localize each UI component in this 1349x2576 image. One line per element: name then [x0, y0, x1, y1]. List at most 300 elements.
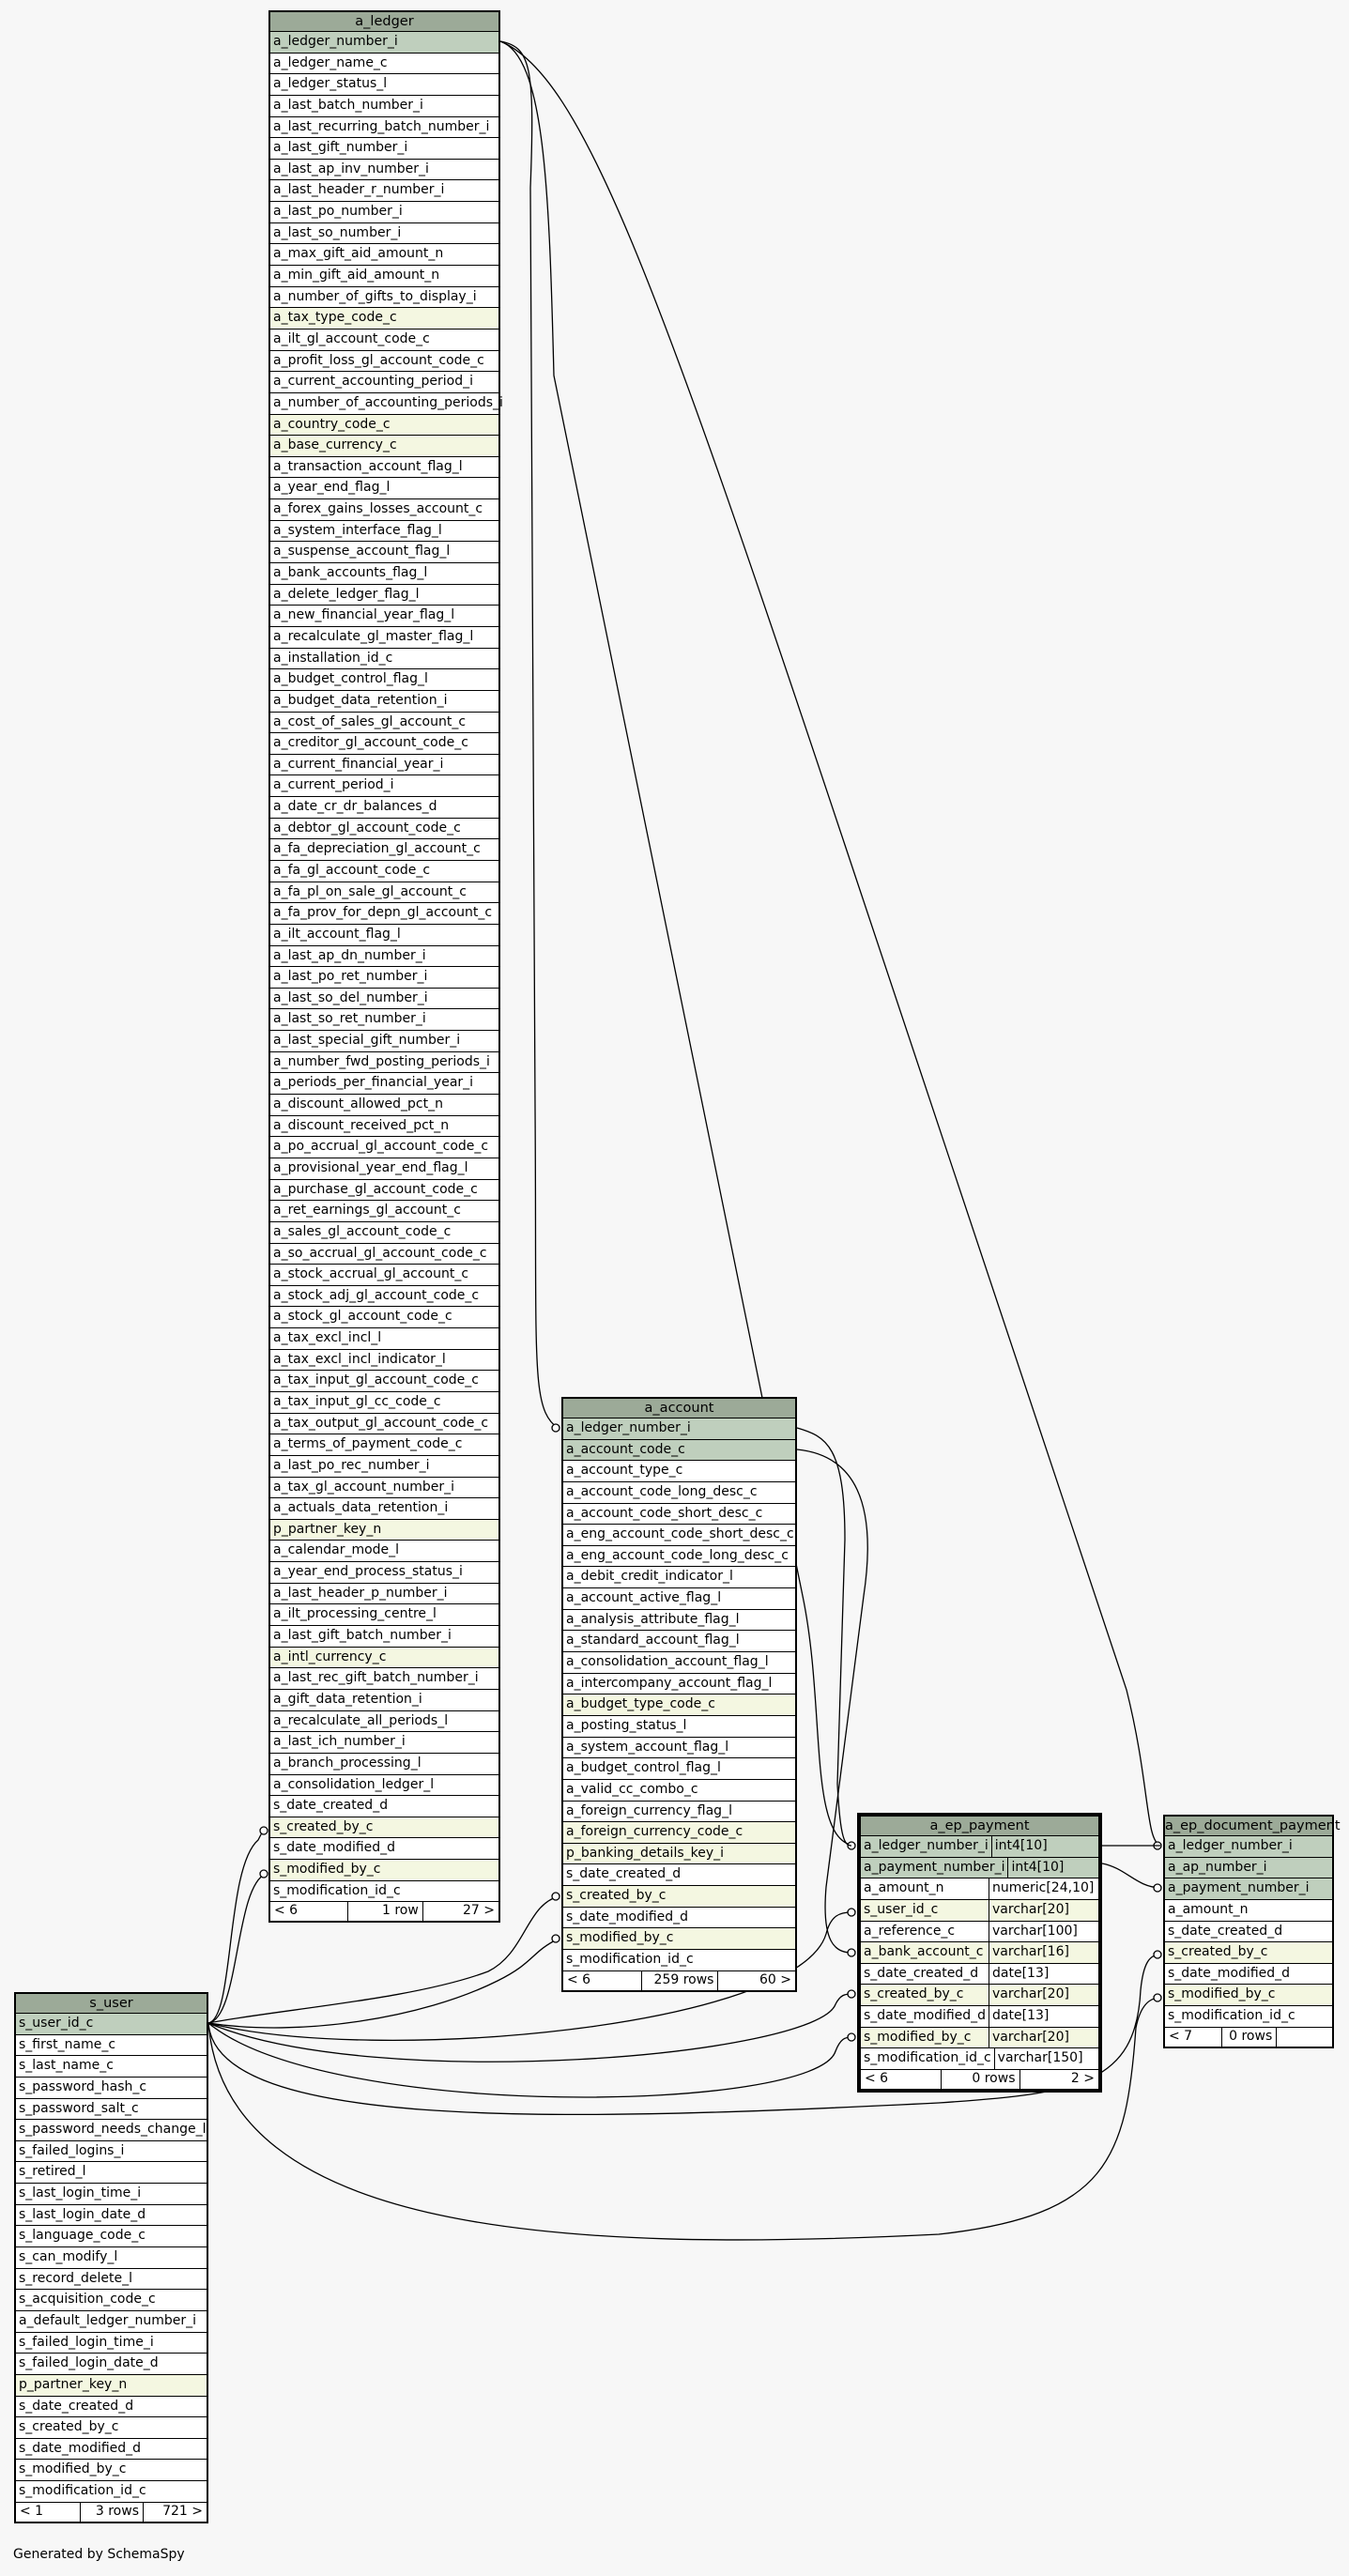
column-row[interactable]: [270, 244, 498, 266]
column-row[interactable]: [16, 2460, 207, 2481]
column-row[interactable]: [270, 499, 498, 521]
column-name: s_record_delete_l: [19, 2270, 133, 2286]
column-row[interactable]: [270, 1775, 498, 1797]
column-row[interactable]: [270, 1265, 498, 1286]
column-row[interactable]: [270, 1137, 498, 1158]
row-count: 3 rows: [81, 2503, 144, 2522]
column-row[interactable]: [270, 436, 498, 457]
column-row[interactable]: [270, 1286, 498, 1308]
column-row[interactable]: [270, 1456, 498, 1478]
column-row[interactable]: [270, 266, 498, 287]
column-name: s_modified_by_c: [566, 1930, 674, 1946]
column-row[interactable]: [1165, 1878, 1332, 1900]
column-row[interactable]: [270, 180, 498, 202]
column-name: s_modified_by_c: [1168, 1986, 1276, 2002]
column-row[interactable]: [270, 1541, 498, 1562]
child-count: [1277, 2028, 1332, 2047]
column-row[interactable]: [270, 287, 498, 309]
table-a-ep-payment[interactable]: [857, 1813, 1102, 2093]
column-row[interactable]: [270, 627, 498, 649]
column-name: a_last_ap_dn_number_i: [273, 947, 426, 963]
column-row[interactable]: [270, 1478, 498, 1499]
column-row[interactable]: [1165, 1900, 1332, 1922]
column-row[interactable]: [270, 308, 498, 330]
column-name: a_ilt_gl_account_code_c: [273, 330, 430, 346]
column-name: s_failed_login_time_i: [19, 2334, 154, 2350]
column-name: s_date_modified_d: [864, 2008, 987, 2024]
column-row[interactable]: [861, 1858, 1098, 1879]
edge-user-payment-created: [208, 1994, 851, 2062]
column-row[interactable]: [270, 755, 498, 776]
column-row[interactable]: [270, 839, 498, 861]
column-row[interactable]: [270, 1307, 498, 1328]
column-row[interactable]: [16, 2247, 207, 2269]
column-name: a_last_po_rec_number_i: [273, 1457, 430, 1473]
child-count: 2 >: [1070, 2071, 1095, 2087]
column-row[interactable]: [270, 1116, 498, 1138]
column-row[interactable]: [563, 1546, 795, 1568]
column-row[interactable]: [270, 1881, 498, 1903]
column-name: a_fa_prov_for_depn_gl_account_c: [273, 905, 493, 921]
relation-endpoint-icon: [552, 1424, 560, 1432]
column-name: a_ledger_number_i: [566, 1420, 691, 1435]
column-name: s_password_salt_c: [19, 2100, 139, 2116]
column-row[interactable]: [270, 1158, 498, 1180]
column-row[interactable]: [861, 1900, 1098, 1922]
column-name: a_last_header_r_number_i: [273, 182, 445, 198]
column-name: a_budget_data_retention_i: [273, 692, 448, 708]
column-name: s_modification_id_c: [1168, 2008, 1295, 2024]
column-row[interactable]: [563, 1694, 795, 1716]
column-name: a_valid_cc_combo_c: [566, 1781, 698, 1797]
column-name: a_purchase_gl_account_code_c: [273, 1181, 478, 1197]
column-row[interactable]: [861, 1922, 1098, 1943]
column-name: a_last_ich_number_i: [273, 1734, 406, 1750]
column-row[interactable]: [1165, 1942, 1332, 1964]
column-name: a_max_gift_aid_amount_n: [273, 246, 444, 262]
column-row[interactable]: [270, 1690, 498, 1711]
parent-count: < 6: [861, 2070, 942, 2089]
column-name: s_created_by_c: [273, 1818, 374, 1834]
relation-endpoint-icon: [848, 2033, 855, 2041]
column-row[interactable]: [16, 2226, 207, 2247]
column-name: s_user_id_c: [19, 2016, 94, 2031]
column-name: a_delete_ledger_flag_l: [273, 586, 420, 602]
relation-endpoint-icon: [552, 1893, 560, 1900]
column-row[interactable]: [563, 1461, 795, 1482]
column-name: a_last_batch_number_i: [273, 97, 423, 113]
column-row[interactable]: [270, 202, 498, 223]
column-name: s_date_created_d: [273, 1798, 389, 1814]
column-row[interactable]: [270, 223, 498, 245]
relation-endpoint-icon: [1154, 1994, 1161, 2001]
column-name: s_date_modified_d: [19, 2440, 142, 2456]
column-row[interactable]: [563, 1440, 795, 1462]
table-title[interactable]: a_ledger: [270, 12, 498, 32]
column-row[interactable]: [861, 2028, 1098, 2049]
column-row[interactable]: [16, 2141, 207, 2163]
column-row[interactable]: [270, 1095, 498, 1116]
column-row[interactable]: [16, 2354, 207, 2375]
column-name: a_intercompany_account_flag_l: [566, 1675, 773, 1691]
column-row[interactable]: [270, 1392, 498, 1414]
column-row[interactable]: [270, 330, 498, 351]
column-name: a_bank_account_c: [864, 1944, 984, 1960]
column-name: a_ledger_number_i: [273, 34, 398, 49]
row-count: 0 rows: [1222, 2028, 1278, 2047]
column-name: a_analysis_attribute_flag_l: [566, 1611, 740, 1627]
column-name: a_ledger_number_i: [1168, 1838, 1293, 1853]
table-a-account[interactable]: [561, 1397, 797, 1992]
column-row[interactable]: [563, 1567, 795, 1588]
column-name: s_failed_login_date_d: [19, 2355, 159, 2371]
column-row[interactable]: [270, 393, 503, 415]
column-row[interactable]: [270, 1009, 498, 1031]
column-name: a_eng_account_code_long_desc_c: [566, 1547, 789, 1563]
column-row[interactable]: [861, 1964, 1098, 1986]
column-type: int4[10]: [991, 1836, 1098, 1857]
column-name: a_current_accounting_period_i: [273, 374, 473, 390]
column-row[interactable]: [16, 2311, 207, 2333]
column-row[interactable]: [16, 2269, 207, 2291]
column-name: s_created_by_c: [19, 2419, 119, 2435]
column-row[interactable]: [270, 1584, 498, 1605]
column-name: a_consolidation_ledger_l: [273, 1776, 435, 1792]
relation-endpoint-icon: [260, 1870, 268, 1878]
column-name: a_so_accrual_gl_account_code_c: [273, 1245, 487, 1261]
column-row[interactable]: [270, 1668, 498, 1690]
column-row[interactable]: [16, 2439, 207, 2461]
column-name: a_discount_allowed_pct_n: [273, 1096, 443, 1112]
column-row[interactable]: [563, 1950, 795, 1971]
column-name: a_actuals_data_retention_i: [273, 1500, 449, 1516]
column-row[interactable]: [270, 585, 498, 606]
column-row[interactable]: [270, 96, 498, 117]
column-row[interactable]: [270, 606, 498, 627]
column-row[interactable]: [270, 669, 498, 691]
column-name: a_branch_processing_l: [273, 1755, 422, 1771]
column-row[interactable]: [1165, 1922, 1332, 1943]
column-row[interactable]: [1165, 2006, 1332, 2028]
column-name: a_fa_gl_account_code_c: [273, 862, 431, 878]
column-row[interactable]: [270, 713, 498, 734]
column-row[interactable]: [270, 1860, 498, 1881]
column-row[interactable]: [270, 138, 498, 160]
row-count: 259 rows: [642, 1971, 719, 1990]
column-type: varchar[20]: [989, 1985, 1098, 2005]
column-row[interactable]: [270, 1222, 498, 1244]
column-name: a_budget_control_flag_l: [273, 671, 428, 687]
column-name: s_acquisition_code_c: [19, 2292, 156, 2308]
column-name: a_date_cr_dr_balances_d: [273, 799, 437, 815]
column-row[interactable]: [270, 1244, 498, 1265]
column-row[interactable]: [16, 2014, 207, 2035]
column-row[interactable]: [270, 1604, 498, 1626]
column-row[interactable]: [270, 521, 498, 543]
column-row[interactable]: [563, 1674, 795, 1695]
table-s-user[interactable]: [14, 1992, 208, 2523]
column-row[interactable]: [270, 1498, 498, 1520]
relation-endpoint-icon: [260, 1827, 268, 1834]
column-row[interactable]: [16, 2417, 207, 2439]
column-row[interactable]: [270, 1817, 498, 1839]
column-row[interactable]: [563, 1504, 795, 1526]
column-row[interactable]: [270, 775, 498, 797]
column-row[interactable]: [1165, 1985, 1332, 2006]
column-name: a_transaction_account_flag_l: [273, 458, 463, 474]
table-title[interactable]: s_user: [16, 1994, 207, 2014]
column-type: varchar[150]: [994, 2048, 1098, 2069]
column-row[interactable]: [1165, 1964, 1332, 1986]
column-row[interactable]: [270, 542, 498, 563]
column-row[interactable]: [270, 1201, 498, 1222]
column-row[interactable]: [270, 32, 498, 54]
column-name: a_stock_gl_account_code_c: [273, 1309, 452, 1325]
column-row[interactable]: [270, 1180, 498, 1202]
column-row[interactable]: [16, 2205, 207, 2227]
column-name: a_debit_credit_indicator_l: [566, 1569, 733, 1585]
column-name: a_last_so_number_i: [273, 224, 402, 240]
column-name: p_partner_key_n: [273, 1521, 382, 1537]
column-row[interactable]: [270, 372, 498, 393]
column-type: varchar[20]: [989, 1900, 1098, 1921]
column-row[interactable]: [270, 563, 498, 585]
column-name: a_reference_c: [864, 1923, 956, 1939]
column-row[interactable]: [270, 797, 498, 819]
column-row[interactable]: [270, 861, 498, 882]
column-row[interactable]: [563, 1588, 795, 1610]
column-type: date[13]: [989, 2006, 1098, 2027]
column-row[interactable]: [270, 1371, 498, 1392]
column-row[interactable]: [1165, 1858, 1332, 1879]
column-name: s_last_login_date_d: [19, 2206, 146, 2222]
column-row[interactable]: [861, 1985, 1098, 2006]
column-name: a_last_recurring_batch_number_i: [273, 118, 490, 134]
column-name: a_tax_excl_incl_l: [273, 1330, 382, 1346]
column-row[interactable]: [270, 1073, 498, 1095]
column-row[interactable]: [270, 1414, 498, 1435]
column-name: a_last_ap_inv_number_i: [273, 161, 429, 176]
column-row[interactable]: [16, 2120, 207, 2141]
column-name: s_modified_by_c: [273, 1862, 381, 1878]
column-row[interactable]: [270, 1031, 498, 1052]
column-name: a_provisional_year_end_flag_l: [273, 1159, 468, 1175]
column-row[interactable]: [270, 415, 498, 437]
column-row[interactable]: [563, 1482, 795, 1504]
column-row[interactable]: [270, 882, 498, 904]
column-name: a_bank_accounts_flag_l: [273, 565, 428, 581]
column-name: a_discount_received_pct_n: [273, 1117, 450, 1133]
column-row[interactable]: [563, 1631, 795, 1652]
column-name: s_password_hash_c: [19, 2078, 147, 2094]
column-row[interactable]: [861, 2006, 1098, 2028]
relation-endpoint-icon: [552, 1935, 560, 1942]
column-name: a_recalculate_all_periods_l: [273, 1712, 449, 1728]
column-row[interactable]: [563, 1738, 795, 1759]
column-row[interactable]: [16, 2290, 207, 2311]
column-name: p_partner_key_n: [19, 2376, 128, 2392]
column-name: s_modified_by_c: [19, 2461, 127, 2477]
column-row[interactable]: [563, 1652, 795, 1674]
column-row[interactable]: [16, 2162, 207, 2184]
column-row[interactable]: [861, 1878, 1098, 1900]
column-row[interactable]: [563, 1418, 795, 1440]
column-row[interactable]: [270, 946, 498, 968]
column-row[interactable]: [563, 1758, 795, 1780]
column-name: a_foreign_currency_flag_l: [566, 1802, 732, 1818]
column-row[interactable]: [563, 1908, 795, 1929]
column-row[interactable]: [270, 1434, 498, 1456]
column-name: a_budget_type_code_c: [566, 1696, 715, 1712]
column-name: a_tax_type_code_c: [273, 310, 397, 326]
column-row[interactable]: [270, 1838, 498, 1860]
column-name: s_date_created_d: [566, 1866, 682, 1882]
column-row[interactable]: [270, 117, 498, 139]
column-row[interactable]: [270, 967, 498, 989]
column-name: a_calendar_mode_l: [273, 1542, 400, 1558]
column-name: s_failed_logins_i: [19, 2142, 125, 2158]
column-row[interactable]: [563, 1780, 795, 1802]
column-name: a_account_code_long_desc_c: [566, 1483, 758, 1499]
table-footer: [270, 1902, 498, 1921]
column-row[interactable]: [16, 2375, 207, 2397]
column-row[interactable]: [270, 74, 498, 96]
column-row[interactable]: [270, 1711, 498, 1733]
column-row[interactable]: [16, 2056, 207, 2078]
column-row[interactable]: [270, 160, 498, 181]
column-name: s_date_created_d: [1168, 1923, 1283, 1939]
column-row[interactable]: [16, 2099, 207, 2121]
column-row[interactable]: [270, 351, 498, 373]
column-name: a_tax_gl_account_number_i: [273, 1479, 455, 1495]
column-name: s_created_by_c: [864, 1986, 964, 2002]
column-name: a_po_accrual_gl_account_code_c: [273, 1139, 489, 1155]
column-name: a_last_special_gift_number_i: [273, 1033, 461, 1049]
column-name: a_eng_account_code_short_desc_c: [566, 1526, 794, 1542]
column-row[interactable]: [270, 478, 498, 499]
column-row[interactable]: [16, 2184, 207, 2205]
parent-count: < 7: [1165, 2028, 1222, 2047]
column-row[interactable]: [563, 1802, 795, 1823]
column-name: s_first_name_c: [19, 2036, 116, 2052]
column-name: a_current_period_i: [273, 777, 394, 793]
column-row[interactable]: [270, 733, 498, 755]
table-title[interactable]: a_ep_document_payment: [1165, 1817, 1332, 1836]
column-row[interactable]: [563, 1928, 795, 1950]
column-name: s_date_modified_d: [566, 1909, 689, 1924]
column-name: a_fa_pl_on_sale_gl_account_c: [273, 883, 467, 899]
column-name: a_stock_adj_gl_account_code_c: [273, 1287, 480, 1303]
column-row[interactable]: [270, 989, 498, 1010]
column-name: s_can_modify_l: [19, 2249, 118, 2265]
column-name: a_intl_currency_c: [273, 1648, 387, 1664]
column-row[interactable]: [16, 2481, 207, 2503]
relation-endpoint-icon: [1154, 1884, 1161, 1892]
column-name: s_modification_id_c: [864, 2050, 991, 2066]
column-name: a_last_rec_gift_batch_number_i: [273, 1670, 479, 1686]
column-row[interactable]: [270, 1350, 498, 1372]
column-row[interactable]: [563, 1716, 795, 1738]
column-row[interactable]: [563, 1844, 795, 1865]
row-count: 1 row: [348, 1902, 423, 1921]
column-name: s_modification_id_c: [19, 2483, 146, 2499]
column-row[interactable]: [270, 457, 498, 479]
column-row[interactable]: [270, 903, 498, 925]
column-row[interactable]: [270, 1052, 498, 1074]
table-footer: [563, 1971, 795, 1990]
column-name: s_retired_l: [19, 2164, 86, 2180]
column-row[interactable]: [16, 2333, 207, 2354]
column-row[interactable]: [270, 1626, 498, 1648]
column-name: a_sales_gl_account_code_c: [273, 1223, 452, 1239]
table-a-ledger[interactable]: [268, 10, 503, 1923]
column-row[interactable]: [563, 1610, 795, 1632]
column-name: a_last_po_ret_number_i: [273, 969, 428, 985]
relation-endpoint-icon: [1154, 1951, 1161, 1958]
table-title[interactable]: a_ep_payment: [861, 1817, 1098, 1836]
column-name: a_debtor_gl_account_code_c: [273, 820, 461, 836]
column-row[interactable]: [563, 1822, 795, 1844]
column-name: a_payment_number_i: [864, 1859, 1005, 1875]
column-name: a_new_financial_year_flag_l: [273, 607, 455, 623]
column-type: varchar[100]: [989, 1922, 1098, 1942]
column-name: a_number_of_accounting_periods_i: [273, 394, 503, 410]
column-row[interactable]: [861, 2048, 1098, 2070]
column-row[interactable]: [563, 1886, 795, 1908]
column-row[interactable]: [861, 1942, 1098, 1964]
column-row[interactable]: [270, 1754, 498, 1775]
column-name: p_banking_details_key_i: [566, 1845, 725, 1861]
column-row[interactable]: [270, 54, 498, 75]
column-type: varchar[20]: [989, 2028, 1098, 2048]
column-name: a_base_currency_c: [273, 437, 397, 453]
column-name: a_ledger_number_i: [864, 1838, 989, 1853]
column-name: a_last_gift_batch_number_i: [273, 1628, 452, 1644]
column-name: s_modified_by_c: [864, 2029, 972, 2045]
column-row[interactable]: [270, 1328, 498, 1350]
column-row[interactable]: [270, 691, 498, 713]
column-row[interactable]: [270, 1648, 498, 1669]
column-name: a_country_code_c: [273, 416, 391, 432]
table-title[interactable]: a_account: [563, 1399, 795, 1418]
column-name: s_date_modified_d: [273, 1840, 396, 1856]
column-name: a_account_type_c: [566, 1463, 683, 1479]
column-row[interactable]: [563, 1864, 795, 1886]
relation-endpoint-icon: [848, 1909, 855, 1916]
table-a-ep-document-payment[interactable]: [1163, 1815, 1341, 2048]
column-row[interactable]: [270, 925, 498, 946]
column-row[interactable]: [563, 1525, 795, 1546]
column-row[interactable]: [270, 1732, 498, 1754]
column-row[interactable]: [861, 1836, 1098, 1858]
edge-account-payment-ledger: [797, 1428, 851, 1846]
column-name: s_user_id_c: [864, 1901, 939, 1917]
column-name: a_year_end_process_status_i: [273, 1564, 463, 1580]
column-row[interactable]: [270, 1520, 498, 1541]
column-row[interactable]: [16, 2035, 207, 2057]
column-name: a_budget_control_flag_l: [566, 1760, 721, 1776]
parent-count: < 6: [270, 1902, 348, 1921]
column-row[interactable]: [270, 819, 498, 840]
column-row[interactable]: [270, 649, 498, 670]
column-row[interactable]: [270, 1796, 498, 1817]
row-count: 0 rows: [942, 2070, 1019, 2089]
column-row[interactable]: [1165, 1836, 1332, 1858]
column-row[interactable]: [270, 1562, 498, 1584]
column-name: a_system_account_flag_l: [566, 1739, 729, 1755]
column-row[interactable]: [16, 2078, 207, 2099]
column-row[interactable]: [16, 2397, 207, 2418]
